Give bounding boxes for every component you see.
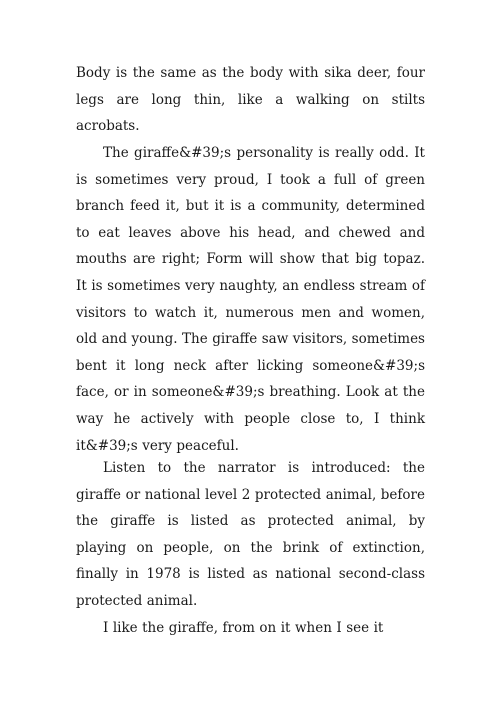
paragraph-i-like-giraffe: I like the giraffe, from on it when I see it [103,620,384,636]
paragraph-giraffe-personality: The giraffe&#39;s personality is really odd. It is sometimes very proud, I took a full of green branch feed it, but it is a community, determined to eat leaves above his head, and chewed and mouths are right; Form will show that big topaz. It is sometimes very naughty, an endless stream of visitors to watch it, numerous men and women, old and young. The giraffe saw visitors, sometimes bent it long neck after licking someone&#39;s face, or in someone&#39;s breathing. Look at the way he actively with people close to, I think it&#39;s very peaceful. [76,145,425,454]
paragraph-body-description: Body is the same as the body with sika deer, four legs are long thin, like a walking on stilts acrobats. [76,65,425,135]
paragraph-narrator-introduction: Listen to the narrator is introduced: the giraffe or national level 2 protected animal, before the giraffe is listed as protected animal, by playing on people, on the brink of extinction, finally in 1978 is listed as national second-class protected animal. [76,460,425,609]
